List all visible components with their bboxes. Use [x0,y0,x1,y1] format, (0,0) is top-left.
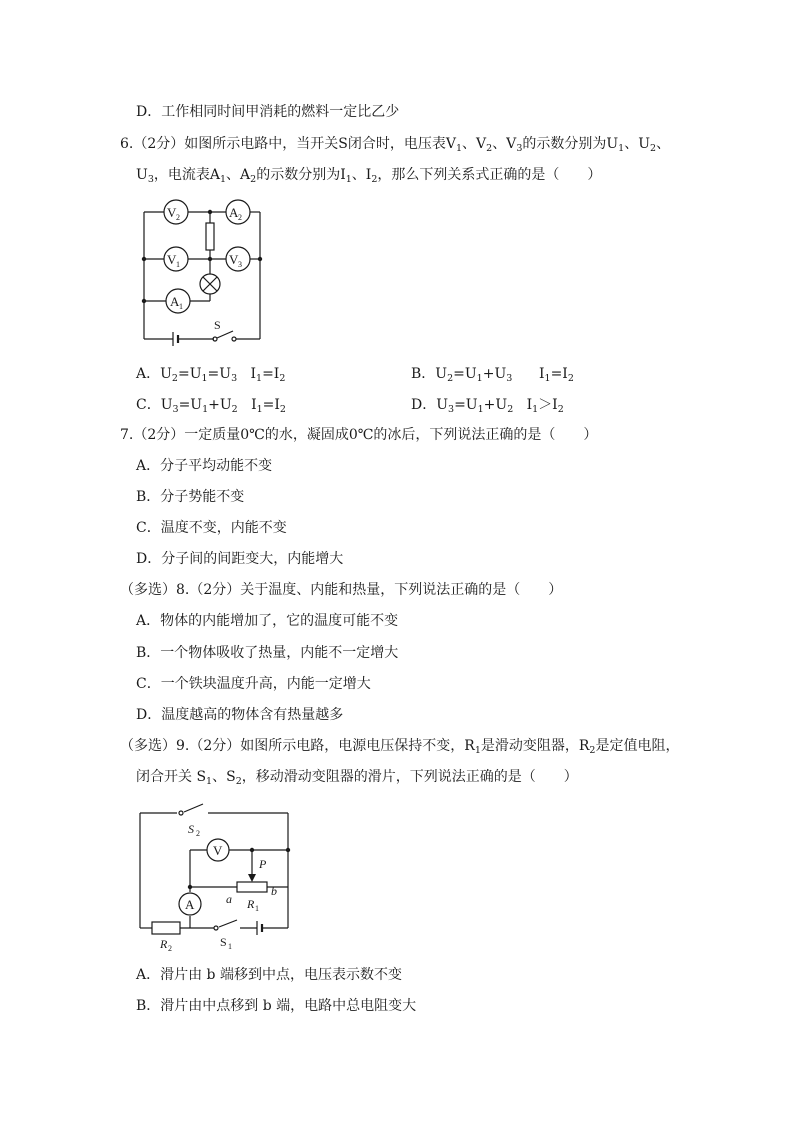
q9-r2-sub: 2 [168,944,172,953]
q7-option-c: C．温度不变，内能不变 [136,520,287,536]
q9-s1-label: S [220,935,227,949]
q9-stem-line1: （多选）9.（2分）如图所示电路，电源电压保持不变，$R_1$是滑动变阻器，$R_2$是定值电阻， [120,738,680,756]
q9-end-a-label: a [226,892,232,906]
q9-s1-sub: 1 [228,942,232,951]
q9-option-b: B．滑片由中点移到 b 端，电路中总电阻变大 [136,998,417,1014]
q6-switch-label: S [214,318,221,332]
q6-option-c: C．$U_3=U_1+U_2$ $I_1=I_2$ [136,397,286,415]
q7-option-d: D．分子间的间距变大，内能增大 [136,551,344,567]
q9-s2-sub: 2 [196,829,200,838]
q9-r2-label: R [160,937,168,951]
q6-circuit-diagram [130,192,280,352]
q7-option-a: A．分子平均动能不变 [136,458,273,474]
q8-option-d: D．温度越高的物体含有热量越多 [136,707,344,723]
q9-ammeter-label: A [185,897,195,912]
q9-r1-label: R [247,897,255,911]
q7-stem: 7.（2分）一定质量0℃的水，凝固成0℃的冰后，下列说法正确的是（ ） [120,427,598,443]
q6-option-d: D．$U_3=U_1+U_2$ $I_1>I_2$ [411,397,564,415]
q9-slider-p-label: P [259,857,267,871]
q6-v1-label: V [167,252,177,267]
q6-option-a: A．$U_2=U_1=U_3$ $I_1=I_2$ [136,366,286,384]
q6-a2-sub: 2 [238,213,242,222]
q6-v2-sub: 2 [176,213,180,222]
q6-a1-label: A [170,294,180,309]
q8-option-b: B．一个物体吸收了热量，内能不一定增大 [136,645,399,661]
q6-v3-label: V [229,252,239,267]
q9-end-b-label: b [271,884,277,898]
q8-stem: （多选）8.（2分）关于温度、内能和热量，下列说法正确的是（ ） [120,582,563,598]
q6-a2-label: A [229,205,239,220]
q6-stem-line2: $U_3$，电流表$A_1$、$A_2$的示数分别为$I_1$、$I_2$，那么下列关系式正确的是（ ） [136,167,602,185]
q6-v3-sub: 3 [238,260,242,269]
q9-circuit-diagram [130,796,300,958]
q9-r1-sub: 1 [255,904,259,913]
q6-v1-sub: 1 [176,260,180,269]
q6-a1-sub: 1 [179,302,183,311]
q9-s2-label: S [188,822,194,836]
q5-option-d: D．工作相同时间甲消耗的燃料一定比乙少 [136,104,400,120]
q7-option-b: B．分子势能不变 [136,489,245,505]
q9-stem-line2: 闭合开关 $S_1$、$S_2$，移动滑动变阻器的滑片，下列说法正确的是（ ） [136,769,578,787]
q8-option-c: C．一个铁块温度升高，内能一定增大 [136,676,371,692]
q6-v2-label: V [167,205,177,220]
q6-stem-line1: 6.（2分）如图所示电路中，当开关S闭合时，电压表$V_1$、$V_2$、$V_3$的示数分别为$U_1$、$U_2$、 [120,136,671,154]
q9-option-a: A．滑片由 b 端移到中点，电压表示数不变 [136,967,402,983]
q6-option-b: B．$U_2=U_1+U_3$ $I_1=I_2$ [411,366,574,384]
q9-voltmeter-label: V [213,843,223,858]
q8-option-a: A．物体的内能增加了，它的温度可能不变 [136,613,399,629]
